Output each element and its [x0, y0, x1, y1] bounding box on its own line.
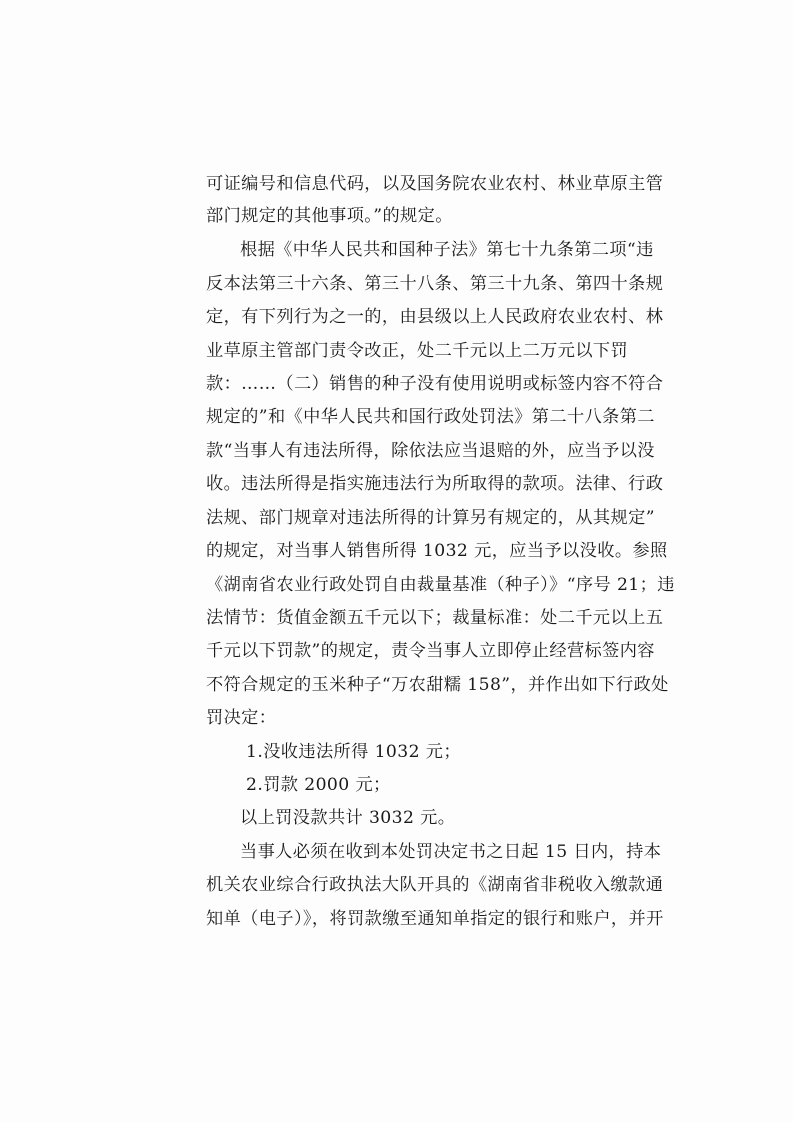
text-line: 收。违法所得是指实施违法行为所取得的款项。法律、行政: [206, 474, 664, 494]
text-line: 可证编号和信息代码，以及国务院农业农村、林业草原主管: [206, 174, 664, 194]
text-line: 千元以下罚款”的规定，责令当事人立即停止经营标签内容: [206, 641, 655, 661]
text-line: 反本法第三十六条、第三十八条、第三十九条、第四十条规: [206, 274, 664, 294]
text-line: 2.罚款 2000 元；: [246, 775, 391, 795]
text-line: 知单（电子）》，将罚款缴至通知单指定的银行和账户，并开: [206, 909, 664, 929]
text-line: 款“当事人有违法所得，除依法应当退赔的外，应当予以没: [206, 441, 655, 461]
text-line: 罚决定：: [206, 708, 277, 728]
text-line: 业草原主管部门责令改正，处二千元以上二万元以下罚: [206, 341, 629, 361]
text-line: 机关农业综合行政执法大队开具的《湖南省非税收入缴款通: [206, 875, 664, 895]
text-line: 定，有下列行为之一的，由县级以上人民政府农业农村、林: [206, 307, 664, 327]
text-line: 款：……（二）销售的种子没有使用说明或标签内容不符合: [206, 374, 664, 394]
text-line: 规定的”和《中华人民共和国行政处罚法》第二十八条第二: [206, 407, 655, 427]
text-line: 1.没收违法所得 1032 元；: [246, 742, 461, 762]
text-line: 法规、部门规章对违法所得的计算另有规定的，从其规定”: [206, 508, 655, 528]
text-line: 部门规定的其他事项。”的规定。: [206, 206, 453, 226]
text-line: 法情节：货值金额五千元以下；裁量标准：处二千元以上五: [206, 608, 664, 628]
text-line: 《湖南省农业行政处罚自由裁量基准（种子）》“序号 21；违: [206, 575, 675, 595]
text-line: 的规定，对当事人销售所得 1032 元，应当予以没收。参照: [206, 541, 668, 561]
text-line: 以上罚没款共计 3032 元。: [240, 808, 456, 828]
text-line: 根据《中华人民共和国种子法》第七十九条第二项“违: [240, 240, 654, 260]
text-line: 不符合规定的玉米种子“万农甜糯 158”，并作出如下行政处: [206, 675, 669, 695]
text-line: 当事人必须在收到本处罚决定书之日起 15 日内，持本: [240, 842, 662, 862]
